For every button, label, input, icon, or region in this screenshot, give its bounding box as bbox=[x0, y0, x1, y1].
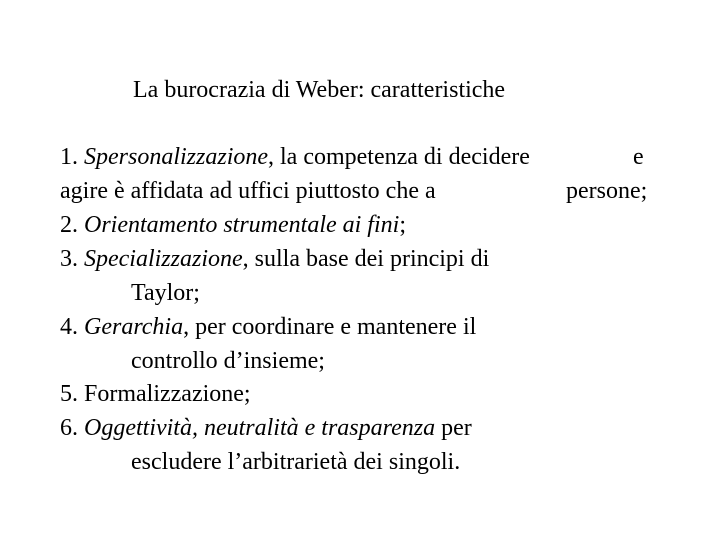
item-number: 1. bbox=[60, 144, 78, 170]
item-term: Oggettività, neutralità e trasparenza bbox=[84, 415, 436, 441]
item-text: per bbox=[435, 415, 472, 441]
list-item-3 bbox=[60, 243, 489, 275]
item-number: 3. bbox=[60, 246, 78, 272]
item-term: Spersonalizzazione bbox=[84, 144, 269, 170]
item-number: 4. bbox=[60, 314, 78, 340]
item-text: , sulla base dei principi di bbox=[242, 246, 490, 272]
list-item-1-line-2: agire è affidata ad uffici piuttosto che a bbox=[60, 178, 436, 204]
list-item-6-continuation: escludere l’arbitrarietà dei singoli. bbox=[131, 449, 461, 475]
item-text: , la competenza di decidere bbox=[268, 144, 530, 170]
item-number: 6. bbox=[60, 415, 78, 441]
item-term: Orientamento strumentale ai fini bbox=[84, 212, 400, 238]
slide-title: La burocrazia di Weber: caratteristiche bbox=[133, 77, 506, 103]
list-item-2 bbox=[60, 209, 406, 241]
item-text: , per coordinare e mantenere il bbox=[183, 314, 477, 340]
item-number: 2. bbox=[60, 212, 78, 238]
item-term: Gerarchia bbox=[84, 314, 184, 340]
item-number: 5. bbox=[60, 381, 78, 407]
item-text: ; bbox=[399, 212, 406, 238]
item-term: Specializzazione bbox=[84, 246, 243, 272]
item-1-right-word: persone; bbox=[566, 178, 648, 204]
list-item-3-continuation: Taylor; bbox=[131, 280, 200, 306]
list-item-1 bbox=[60, 141, 530, 173]
list-item-4-continuation: controllo d’insieme; bbox=[131, 348, 325, 374]
item-text: Formalizzazione; bbox=[84, 381, 251, 407]
list-item-4 bbox=[60, 311, 476, 343]
list-item-5 bbox=[60, 378, 251, 410]
item-1-trailing-word: e bbox=[633, 144, 644, 170]
list-item-6 bbox=[60, 412, 472, 444]
